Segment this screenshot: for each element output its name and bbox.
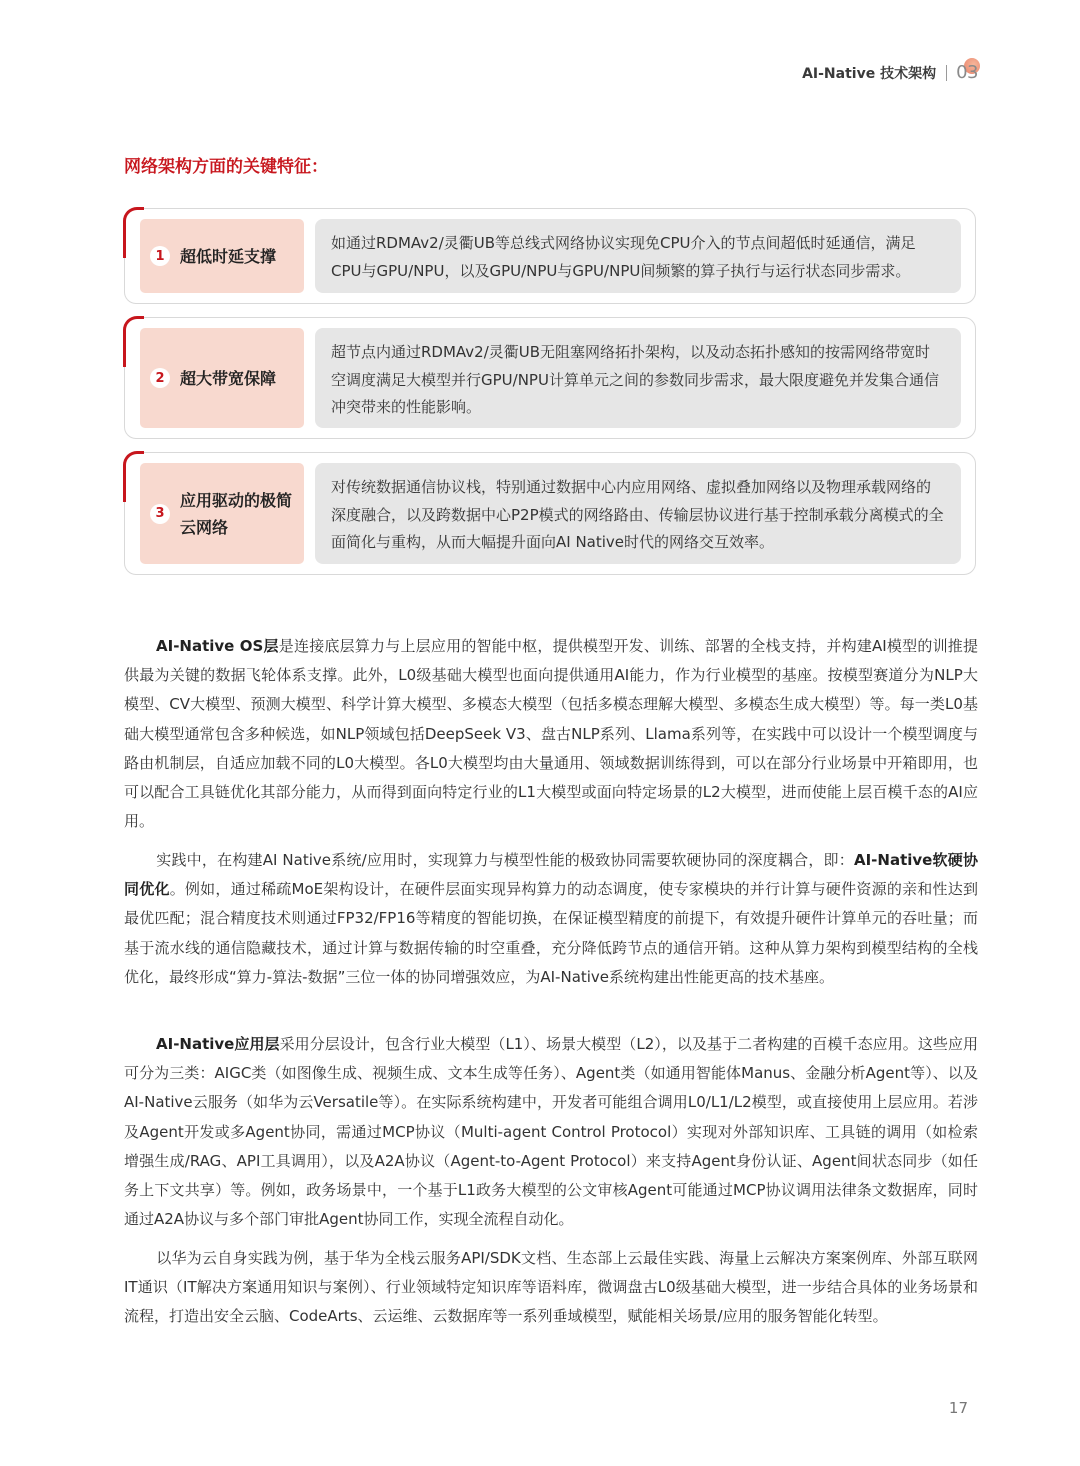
feature-label: 超大带宽保障	[180, 368, 277, 388]
paragraph-hw-sw-coopt	[124, 846, 978, 992]
header-divider	[946, 65, 947, 81]
feature-label: 应用驱动的极简云网络	[180, 490, 293, 537]
paragraph-text: 。例如，通过稀疏MoE架构设计，在硬件层面实现异构算力的动态调度，使专家模块的并行计算与硬件资源的亲和性达到最优匹配；混合精度技术则通过FP32/FP16等精度的智能切换，在保证模型精度的前提下，有效提升硬件计算单元的吞吐量；而基于流水线的通信隐藏技术，通过计算与数据传输的时空重叠，充分降低跨节点的通信开销。这种从算力架构到模型结构的全栈优化，最终形成“算力-算法-数据”三位一体的协同增强效应，为AI-Native系统构建出性能更高的技术基座。	[124, 880, 978, 986]
feature-card-2	[124, 317, 976, 439]
feature-label-box	[140, 463, 304, 564]
feature-label-box	[140, 328, 304, 428]
feature-number: 1	[150, 246, 170, 266]
header-title: AI-Native 技术架构	[802, 65, 937, 82]
feature-description: 对传统数据通信协议栈，特别通过数据中心内应用网络、虚拟叠加网络以及物理承载网络的深度融合，以及跨数据中心P2P模式的网络路由、传输层协议进行基于控制承载分离模式的全面简化与重构，从而大幅提升面向AI Native时代的网络交互效率。	[315, 463, 961, 564]
paragraph-bold-term: AI-Native应用层	[156, 1035, 280, 1053]
section-title: 网络架构方面的关键特征：	[124, 157, 328, 177]
feature-card-1	[124, 208, 976, 304]
paragraph-text: 实践中，在构建AI Native系统/应用时，实现算力与模型性能的极致协同需要软硬协同的深度耦合，即：	[156, 851, 854, 869]
feature-label: 超低时延支撑	[180, 246, 277, 266]
paragraph-bold-term: AI-Native软硬协同优化	[124, 851, 978, 899]
paragraph-os-layer	[124, 632, 978, 836]
feature-label-box	[140, 219, 304, 293]
paragraph-bold-term: AI-Native OS层	[156, 637, 279, 655]
feature-card-3	[124, 452, 976, 575]
feature-number: 3	[150, 504, 170, 524]
paragraph-text: 采用分层设计，包含行业大模型（L1）、场景大模型（L2），以及基于二者构建的百模千态应用。这些应用可分为三类：AIGC类（如图像生成、视频生成、文本生成等任务）、Agent类（如通用智能体Manus、金融分析Agent等）、以及AI-Native云服务（如华为云Versatile等）。在实际系统构建中，开发者可能组合调用L0/L1/L2模型，或直接使用上层应用。若涉及Agent开发或多Agent协同，需通过MCP协议（Multi-agent Control Protocol）实现对外部知识库、工具链的调用（如检索增强生成/RAG、API工具调用），以及A2A协议（Agent-to-Agent Protocol）来支持Agent身份认证、Agent间状态同步（如任务上下文共享）等。例如，政务场景中，一个基于L1政务大模型的公文审核Agent可能通过MCP协议调用法律条文数据库，同时通过A2A协议与多个部门审批Agent协同工作，实现全流程自动化。	[124, 1035, 979, 1229]
feature-number: 2	[150, 368, 170, 388]
feature-description: 如通过RDMAv2/灵衢UB等总线式网络协议实现免CPU介入的节点间超低时延通信，满足CPU与GPU/NPU，以及GPU/NPU与GPU/NPU间频繁的算子执行与运行状态同步需求。	[315, 219, 961, 293]
paragraph-huawei-practice	[124, 1244, 978, 1332]
page-header	[802, 62, 978, 83]
feature-description: 超节点内通过RDMAv2/灵衢UB无阻塞网络拓扑架构，以及动态拓扑感知的按需网络带宽时空调度满足大模型并行GPU/NPU计算单元之间的参数同步需求，最大限度避免并发集合通信冲突带来的性能影响。	[315, 328, 961, 428]
page-number: 17	[948, 1399, 968, 1417]
paragraph-text: 以华为云自身实践为例，基于华为全栈云服务API/SDK文档、生态部上云最佳实践、海量上云解决方案案例库、外部互联网IT通识（IT解决方案通用知识与案例）、行业领域特定知识库等语料库，微调盘古L0级基础大模型，进一步结合具体的业务场景和流程，打造出安全云脑、CodeArts、云运维、云数据库等一系列垂域模型，赋能相关场景/应用的服务智能化转型。	[124, 1249, 978, 1326]
paragraph-app-layer	[124, 1030, 978, 1234]
chapter-number: 03	[956, 62, 978, 83]
paragraph-text: 是连接底层算力与上层应用的智能中枢，提供模型开发、训练、部署的全栈支持，并构建AI模型的训推提供最为关键的数据飞轮体系支撑。此外，L0级基础大模型也面向提供通用AI能力，作为行业模型的基座。按模型赛道分为NLP大模型、CV大模型、预测大模型、科学计算大模型、多模态大模型（包括多模态理解大模型、多模态生成大模型）等。每一类L0基础大模型通常包含多种候选，如NLP领域包括DeepSeek V3、盘古NLP系列、Llama系列等，在实践中可以设计一个模型调度与路由机制层，自适应加载不同的L0大模型。各L0大模型均由大量通用、领域数据训练得到，可以在部分行业场景中开箱即用，也可以配合工具链优化其部分能力，从而得到面向特定行业的L1大模型或面向特定场景的L2大模型，进而使能上层百模千态的AI应用。	[124, 637, 978, 831]
